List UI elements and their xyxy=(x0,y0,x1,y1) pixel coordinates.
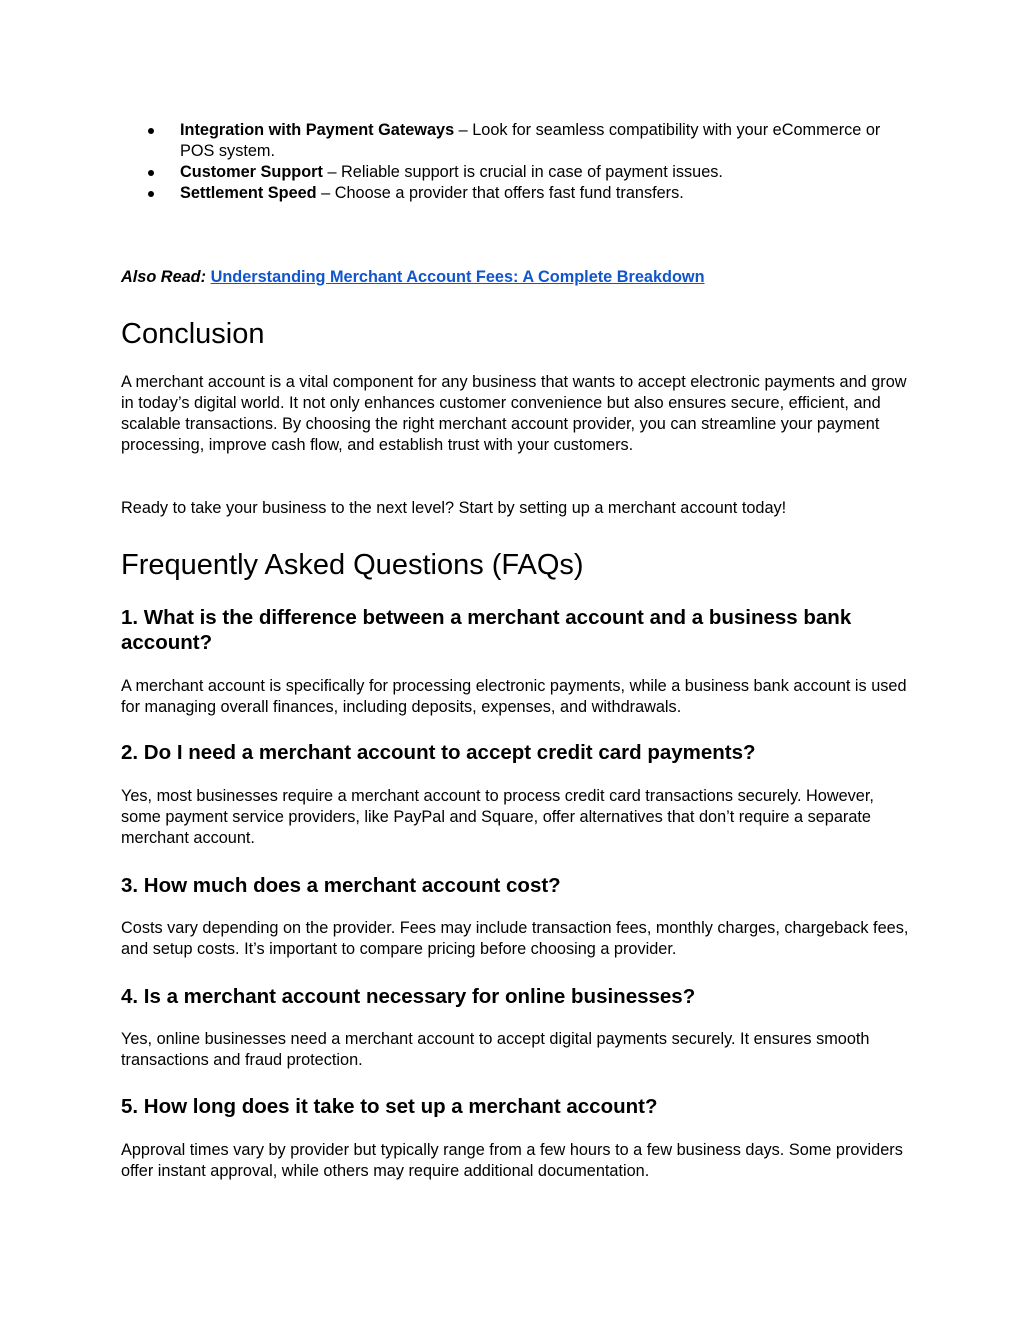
also-read-line xyxy=(121,266,705,288)
faq-answer: Costs vary depending on the provider. Fees may include transaction fees, monthly charges, chargeback fees, and setup costs. It’s important to compare pricing before choosing a provider. xyxy=(121,919,909,958)
bullet-text: – Look for seamless compatibility with your eCommerce or POS system. xyxy=(180,121,881,160)
bullet-title: Settlement Speed xyxy=(180,184,317,202)
also-read-link[interactable]: Understanding Merchant Account Fees: A Complete Breakdown xyxy=(210,268,705,286)
conclusion-heading: Conclusion xyxy=(121,318,265,350)
conclusion-paragraph: A merchant account is a vital component for any business that wants to accept electronic payments and grow in today’s digital world. It not only enhances customer convenience but also ensures secure, efficient, and scalable transactions. By choosing the right merchant account provider, you can streamline your payment processing, improve cash flow, and establish trust with your customers. xyxy=(121,373,907,454)
faq-question: 3. How much does a merchant account cost? xyxy=(121,874,561,897)
faq-question: 2. Do I need a merchant account to accept credit card payments? xyxy=(121,741,756,764)
bullet-text: – Choose a provider that offers fast fund transfers. xyxy=(316,184,684,202)
faq-answer: A merchant account is specifically for processing electronic payments, while a business bank account is used for managing overall finances, including deposits, expenses, and withdrawals. xyxy=(121,677,907,716)
bullet-text: – Reliable support is crucial in case of payment issues. xyxy=(322,163,723,181)
feature-bullet-list xyxy=(121,120,911,204)
conclusion-cta: Ready to take your business to the next level? Start by setting up a merchant account today! xyxy=(121,499,787,517)
also-read-label: Also Read: xyxy=(121,268,207,286)
faq-heading: Frequently Asked Questions (FAQs) xyxy=(121,549,584,581)
faq-question: 1. What is the difference between a merchant account and a business bank account? xyxy=(121,606,852,654)
bullet-title: Customer Support xyxy=(180,163,323,181)
faq-question: 5. How long does it take to set up a merchant account? xyxy=(121,1095,658,1118)
bullet-dot-icon xyxy=(148,191,154,197)
bullet-item xyxy=(121,120,911,162)
faq-answer: Yes, most businesses require a merchant account to process credit card transactions securely. However, some payment service providers, like PayPal and Square, offer alternatives that don’t require a separate merchant account. xyxy=(121,787,874,847)
faq-answer: Yes, online businesses need a merchant account to accept digital payments securely. It ensures smooth transactions and fraud protection. xyxy=(121,1030,870,1069)
bullet-dot-icon xyxy=(148,170,154,176)
bullet-item xyxy=(121,162,911,183)
faq-question: 4. Is a merchant account necessary for online businesses? xyxy=(121,985,696,1008)
bullet-dot-icon xyxy=(148,128,154,134)
bullet-item xyxy=(121,183,911,204)
faq-answer: Approval times vary by provider but typically range from a few hours to a few business days. Some providers offer instant approval, while others may require additional documentation. xyxy=(121,1141,903,1180)
bullet-title: Integration with Payment Gateways xyxy=(180,121,455,139)
